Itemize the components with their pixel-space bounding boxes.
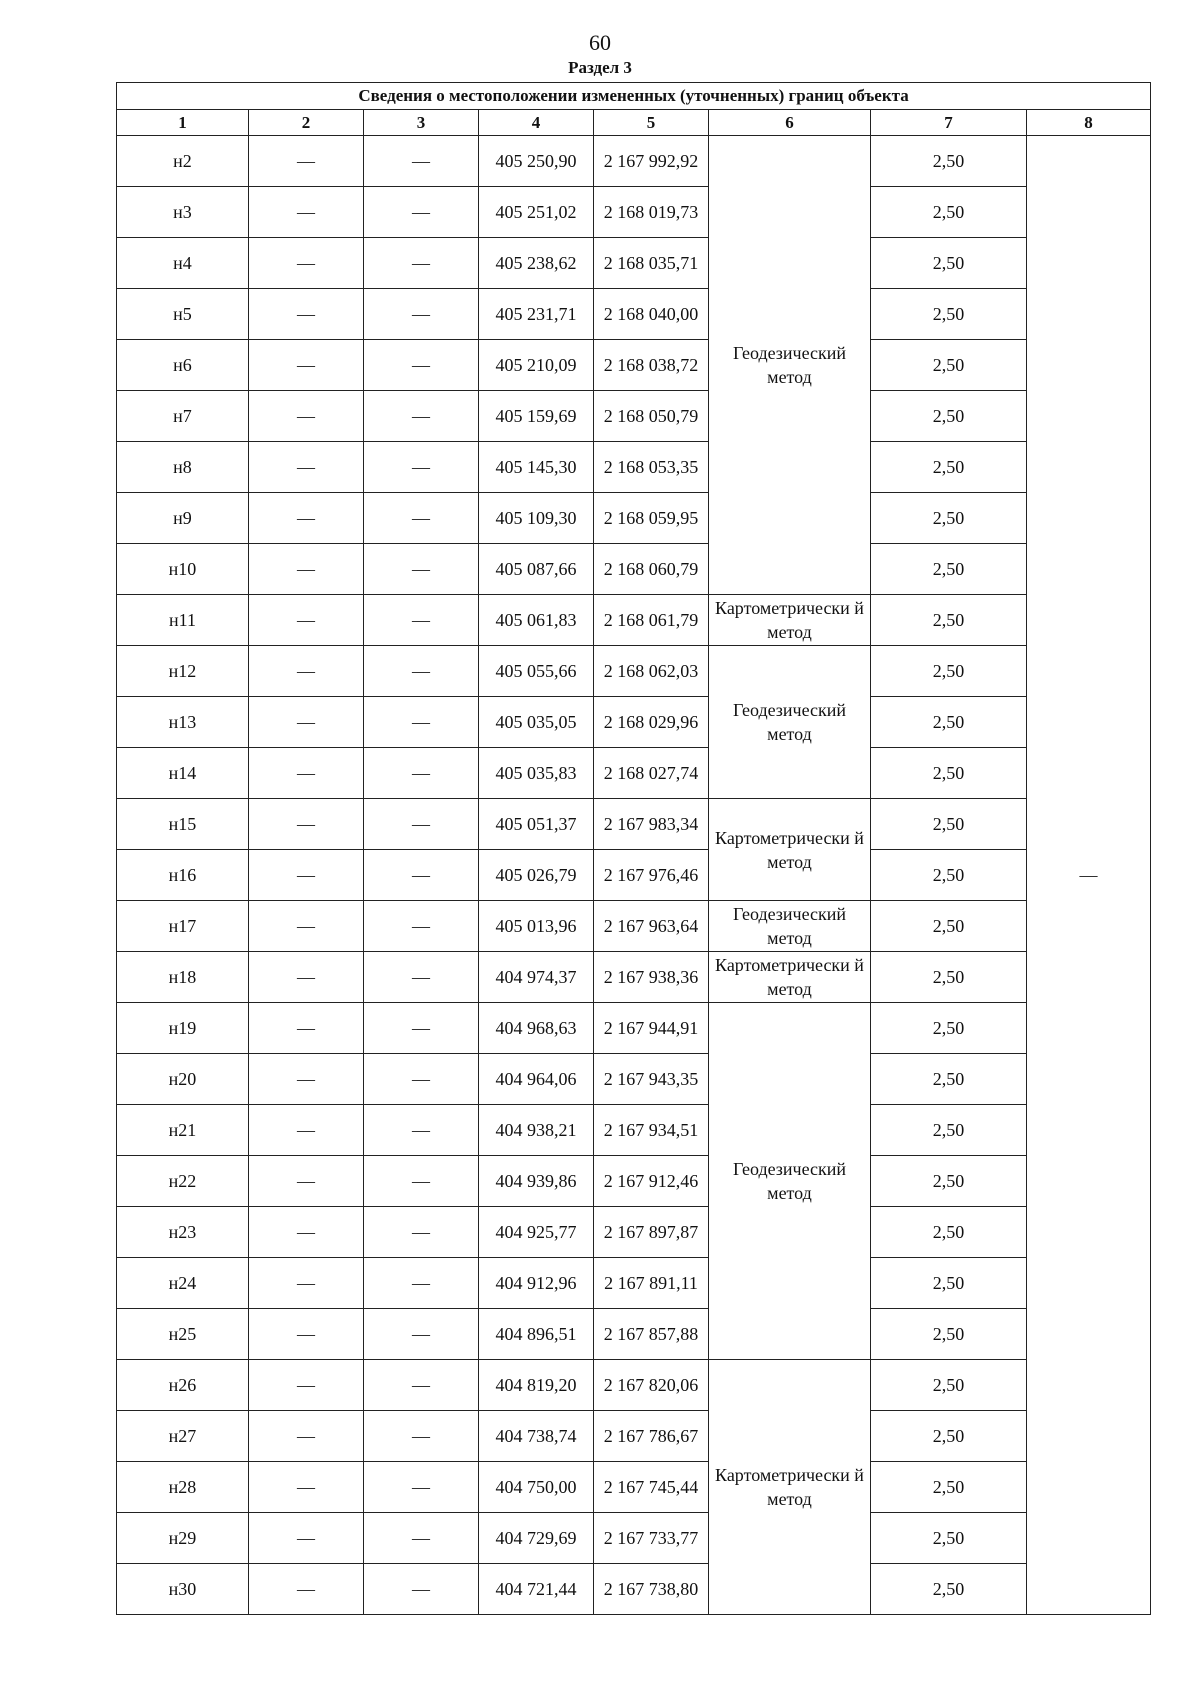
y-coordinate-cell: 2 168 061,79 [594, 595, 709, 646]
point-name-cell: н10 [117, 544, 249, 595]
y-coordinate-cell: 2 167 943,35 [594, 1054, 709, 1105]
point-name-cell: н8 [117, 442, 249, 493]
empty-value-cell: — [364, 1309, 479, 1360]
table-row [117, 646, 1151, 697]
y-coordinate-cell: 2 167 897,87 [594, 1207, 709, 1258]
empty-value-cell: — [364, 697, 479, 748]
empty-value-cell: — [249, 442, 364, 493]
point-name-cell: н11 [117, 595, 249, 646]
empty-value-cell: — [364, 1207, 479, 1258]
x-coordinate-cell: 405 251,02 [479, 187, 594, 238]
x-coordinate-cell: 404 938,21 [479, 1105, 594, 1156]
point-name-cell: н9 [117, 493, 249, 544]
table-row [117, 1156, 1151, 1207]
x-coordinate-cell: 404 925,77 [479, 1207, 594, 1258]
empty-value-cell: — [364, 238, 479, 289]
empty-value-cell: — [249, 1054, 364, 1105]
y-coordinate-cell: 2 167 992,92 [594, 136, 709, 187]
table-row [117, 850, 1151, 901]
x-coordinate-cell: 404 964,06 [479, 1054, 594, 1105]
empty-value-cell: — [249, 799, 364, 850]
x-coordinate-cell: 405 109,30 [479, 493, 594, 544]
point-name-cell: н12 [117, 646, 249, 697]
empty-value-cell: — [249, 1003, 364, 1054]
empty-value-cell: — [364, 544, 479, 595]
accuracy-cell: 2,50 [871, 493, 1027, 544]
accuracy-cell: 2,50 [871, 1207, 1027, 1258]
y-coordinate-cell: 2 168 040,00 [594, 289, 709, 340]
y-coordinate-cell: 2 167 938,36 [594, 952, 709, 1003]
empty-value-cell: — [249, 595, 364, 646]
accuracy-cell: 2,50 [871, 850, 1027, 901]
x-coordinate-cell: 405 087,66 [479, 544, 594, 595]
table-row [117, 187, 1151, 238]
empty-value-cell: — [364, 901, 479, 952]
empty-value-cell: — [249, 1360, 364, 1411]
empty-value-cell: — [249, 1156, 364, 1207]
point-name-cell: н14 [117, 748, 249, 799]
accuracy-cell: 2,50 [871, 1411, 1027, 1462]
y-coordinate-cell: 2 167 944,91 [594, 1003, 709, 1054]
accuracy-cell: 2,50 [871, 1258, 1027, 1309]
y-coordinate-cell: 2 167 820,06 [594, 1360, 709, 1411]
table-row [117, 952, 1151, 1003]
empty-value-cell: — [249, 340, 364, 391]
y-coordinate-cell: 2 167 733,77 [594, 1513, 709, 1564]
table-row [117, 493, 1151, 544]
table-row [117, 340, 1151, 391]
empty-value-cell: — [364, 1054, 479, 1105]
point-name-cell: н4 [117, 238, 249, 289]
x-coordinate-cell: 404 750,00 [479, 1462, 594, 1513]
empty-value-cell: — [249, 1513, 364, 1564]
table-row [117, 1003, 1151, 1054]
x-coordinate-cell: 405 026,79 [479, 850, 594, 901]
y-coordinate-cell: 2 167 976,46 [594, 850, 709, 901]
empty-value-cell: — [364, 850, 479, 901]
accuracy-cell: 2,50 [871, 1309, 1027, 1360]
point-name-cell: н18 [117, 952, 249, 1003]
empty-value-cell: — [249, 1309, 364, 1360]
point-name-cell: н30 [117, 1564, 249, 1615]
accuracy-cell: 2,50 [871, 1156, 1027, 1207]
table-row [117, 1462, 1151, 1513]
y-coordinate-cell: 2 168 029,96 [594, 697, 709, 748]
table-row [117, 799, 1151, 850]
point-name-cell: н16 [117, 850, 249, 901]
point-name-cell: н26 [117, 1360, 249, 1411]
point-name-cell: н24 [117, 1258, 249, 1309]
empty-value-cell: — [249, 1258, 364, 1309]
empty-value-cell: — [249, 391, 364, 442]
empty-value-cell: — [249, 187, 364, 238]
y-coordinate-cell: 2 168 019,73 [594, 187, 709, 238]
point-name-cell: н20 [117, 1054, 249, 1105]
accuracy-cell: 2,50 [871, 901, 1027, 952]
table-row [117, 1360, 1151, 1411]
x-coordinate-cell: 405 250,90 [479, 136, 594, 187]
table-header-row [117, 110, 1151, 136]
empty-value-cell: — [364, 1258, 479, 1309]
x-coordinate-cell: 404 939,86 [479, 1156, 594, 1207]
method-cell: Картометрически й метод [709, 952, 871, 1003]
boundary-coordinates-table [116, 82, 1151, 1615]
empty-value-cell: — [364, 187, 479, 238]
empty-value-cell: — [249, 1411, 364, 1462]
accuracy-cell: 2,50 [871, 799, 1027, 850]
x-coordinate-cell: 405 231,71 [479, 289, 594, 340]
table-row [117, 442, 1151, 493]
table-row [117, 1309, 1151, 1360]
empty-value-cell: — [249, 748, 364, 799]
point-name-cell: н15 [117, 799, 249, 850]
y-coordinate-cell: 2 167 983,34 [594, 799, 709, 850]
table-row [117, 544, 1151, 595]
column-header: 5 [594, 110, 709, 136]
y-coordinate-cell: 2 168 062,03 [594, 646, 709, 697]
accuracy-cell: 2,50 [871, 238, 1027, 289]
method-cell: Геодезический метод [709, 1003, 871, 1360]
table-row [117, 391, 1151, 442]
y-coordinate-cell: 2 168 038,72 [594, 340, 709, 391]
empty-value-cell: — [249, 850, 364, 901]
y-coordinate-cell: 2 168 059,95 [594, 493, 709, 544]
empty-value-cell: — [364, 748, 479, 799]
y-coordinate-cell: 2 168 050,79 [594, 391, 709, 442]
table-row [117, 289, 1151, 340]
table-caption: Сведения о местоположении измененных (уточненных) границ объекта [117, 83, 1151, 110]
accuracy-cell: 2,50 [871, 646, 1027, 697]
table-row [117, 901, 1151, 952]
table-row [117, 1105, 1151, 1156]
section-title: Раздел 3 [568, 58, 632, 77]
y-coordinate-cell: 2 167 934,51 [594, 1105, 709, 1156]
empty-value-cell: — [364, 646, 479, 697]
empty-value-cell: — [249, 901, 364, 952]
empty-value-cell: — [364, 493, 479, 544]
point-name-cell: н28 [117, 1462, 249, 1513]
empty-value-cell: — [364, 1462, 479, 1513]
column-header: 1 [117, 110, 249, 136]
accuracy-cell: 2,50 [871, 289, 1027, 340]
accuracy-cell: 2,50 [871, 340, 1027, 391]
point-name-cell: н29 [117, 1513, 249, 1564]
empty-value-cell: — [364, 1411, 479, 1462]
point-name-cell: н2 [117, 136, 249, 187]
page-number: 60 [589, 30, 611, 55]
x-coordinate-cell: 405 159,69 [479, 391, 594, 442]
empty-value-cell: — [364, 1360, 479, 1411]
accuracy-cell: 2,50 [871, 1105, 1027, 1156]
accuracy-cell: 2,50 [871, 1462, 1027, 1513]
table-row [117, 1207, 1151, 1258]
empty-value-cell: — [364, 391, 479, 442]
y-coordinate-cell: 2 168 035,71 [594, 238, 709, 289]
empty-value-cell: — [249, 1207, 364, 1258]
point-name-cell: н22 [117, 1156, 249, 1207]
table-row [117, 595, 1151, 646]
x-coordinate-cell: 404 738,74 [479, 1411, 594, 1462]
point-name-cell: н7 [117, 391, 249, 442]
empty-value-cell: — [364, 1003, 479, 1054]
accuracy-cell: 2,50 [871, 748, 1027, 799]
empty-value-cell: — [364, 1156, 479, 1207]
empty-value-cell: — [249, 289, 364, 340]
accuracy-cell: 2,50 [871, 595, 1027, 646]
table-row [117, 136, 1151, 187]
y-coordinate-cell: 2 167 738,80 [594, 1564, 709, 1615]
point-name-cell: н17 [117, 901, 249, 952]
y-coordinate-cell: 2 167 857,88 [594, 1309, 709, 1360]
point-name-cell: н5 [117, 289, 249, 340]
column-header: 4 [479, 110, 594, 136]
empty-value-cell: — [249, 952, 364, 1003]
table-row [117, 748, 1151, 799]
table-row [117, 697, 1151, 748]
method-cell: Картометрически й метод [709, 1360, 871, 1615]
column-header: 6 [709, 110, 871, 136]
y-coordinate-cell: 2 168 053,35 [594, 442, 709, 493]
method-cell: Геодезический метод [709, 901, 871, 952]
x-coordinate-cell: 405 238,62 [479, 238, 594, 289]
column-8-cell: — [1027, 136, 1151, 1615]
accuracy-cell: 2,50 [871, 697, 1027, 748]
table-row [117, 1513, 1151, 1564]
x-coordinate-cell: 404 912,96 [479, 1258, 594, 1309]
empty-value-cell: — [364, 1105, 479, 1156]
column-header: 3 [364, 110, 479, 136]
accuracy-cell: 2,50 [871, 1054, 1027, 1105]
y-coordinate-cell: 2 167 786,67 [594, 1411, 709, 1462]
point-name-cell: н23 [117, 1207, 249, 1258]
x-coordinate-cell: 405 055,66 [479, 646, 594, 697]
table-caption-row [117, 83, 1151, 110]
accuracy-cell: 2,50 [871, 1003, 1027, 1054]
y-coordinate-cell: 2 168 060,79 [594, 544, 709, 595]
empty-value-cell: — [249, 697, 364, 748]
accuracy-cell: 2,50 [871, 952, 1027, 1003]
column-header: 8 [1027, 110, 1151, 136]
point-name-cell: н13 [117, 697, 249, 748]
x-coordinate-cell: 405 035,05 [479, 697, 594, 748]
x-coordinate-cell: 404 819,20 [479, 1360, 594, 1411]
empty-value-cell: — [249, 1105, 364, 1156]
table-row [117, 1411, 1151, 1462]
x-coordinate-cell: 404 896,51 [479, 1309, 594, 1360]
table-row [117, 1054, 1151, 1105]
x-coordinate-cell: 404 729,69 [479, 1513, 594, 1564]
method-cell: Картометрически й метод [709, 799, 871, 901]
x-coordinate-cell: 405 145,30 [479, 442, 594, 493]
x-coordinate-cell: 405 035,83 [479, 748, 594, 799]
table-row [117, 238, 1151, 289]
column-header: 2 [249, 110, 364, 136]
table-row [117, 1258, 1151, 1309]
x-coordinate-cell: 404 974,37 [479, 952, 594, 1003]
point-name-cell: н27 [117, 1411, 249, 1462]
accuracy-cell: 2,50 [871, 187, 1027, 238]
point-name-cell: н21 [117, 1105, 249, 1156]
y-coordinate-cell: 2 167 891,11 [594, 1258, 709, 1309]
table-row [117, 1564, 1151, 1615]
column-header: 7 [871, 110, 1027, 136]
accuracy-cell: 2,50 [871, 1360, 1027, 1411]
empty-value-cell: — [364, 952, 479, 1003]
method-cell: Картометрически й метод [709, 595, 871, 646]
empty-value-cell: — [364, 1513, 479, 1564]
point-name-cell: н3 [117, 187, 249, 238]
empty-value-cell: — [364, 340, 479, 391]
x-coordinate-cell: 405 210,09 [479, 340, 594, 391]
method-cell: Геодезический метод [709, 136, 871, 595]
empty-value-cell: — [249, 136, 364, 187]
x-coordinate-cell: 404 968,63 [479, 1003, 594, 1054]
empty-value-cell: — [249, 1462, 364, 1513]
accuracy-cell: 2,50 [871, 1513, 1027, 1564]
x-coordinate-cell: 405 013,96 [479, 901, 594, 952]
y-coordinate-cell: 2 167 745,44 [594, 1462, 709, 1513]
empty-value-cell: — [364, 136, 479, 187]
empty-value-cell: — [364, 1564, 479, 1615]
empty-value-cell: — [364, 799, 479, 850]
point-name-cell: н19 [117, 1003, 249, 1054]
y-coordinate-cell: 2 167 912,46 [594, 1156, 709, 1207]
empty-value-cell: — [249, 1564, 364, 1615]
empty-value-cell: — [364, 289, 479, 340]
y-coordinate-cell: 2 168 027,74 [594, 748, 709, 799]
empty-value-cell: — [249, 646, 364, 697]
accuracy-cell: 2,50 [871, 136, 1027, 187]
empty-value-cell: — [249, 238, 364, 289]
accuracy-cell: 2,50 [871, 1564, 1027, 1615]
empty-value-cell: — [249, 493, 364, 544]
empty-value-cell: — [249, 544, 364, 595]
y-coordinate-cell: 2 167 963,64 [594, 901, 709, 952]
accuracy-cell: 2,50 [871, 391, 1027, 442]
point-name-cell: н25 [117, 1309, 249, 1360]
x-coordinate-cell: 404 721,44 [479, 1564, 594, 1615]
x-coordinate-cell: 405 061,83 [479, 595, 594, 646]
point-name-cell: н6 [117, 340, 249, 391]
accuracy-cell: 2,50 [871, 442, 1027, 493]
x-coordinate-cell: 405 051,37 [479, 799, 594, 850]
empty-value-cell: — [364, 442, 479, 493]
accuracy-cell: 2,50 [871, 544, 1027, 595]
method-cell: Геодезический метод [709, 646, 871, 799]
empty-value-cell: — [364, 595, 479, 646]
